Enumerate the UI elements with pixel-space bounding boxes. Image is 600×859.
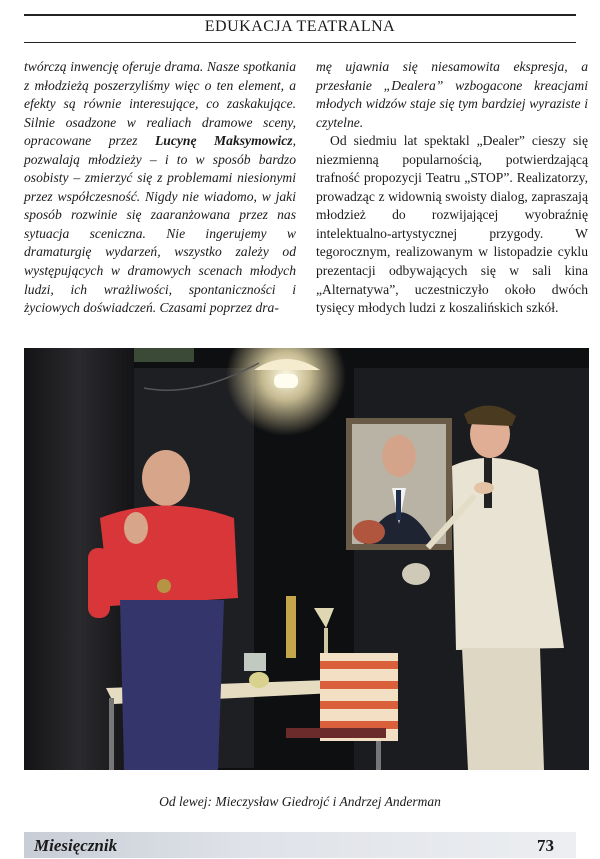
- text-run: twórczą inwencję oferuje drama. Nasze spotkania z młodzieżą poszerzyliśmy więc o ten element, a efekty są równie interesujące, co zaskakujące. Silnie osadzone w realiach dramowe sceny, opracowane przez: [24, 59, 296, 149]
- header-rule-bottom: [24, 42, 576, 43]
- page-number: 73: [537, 836, 554, 855]
- publication-name: Miesięcznik: [34, 836, 118, 855]
- photo-caption: Od lewej: Mieczysław Giedrojć i Andrzej Anderman: [159, 794, 441, 809]
- page-footer: [24, 832, 576, 858]
- article-column-right: [316, 58, 588, 320]
- text-run: , pozwalają młodzieży – i to w sposób bardzo osobisty – zmierzyć się z problemami niesionymi przez współczesność. Nigdy nie wiadomo, w jaki sposób rozwinie się zaaranżowana przez nas sytuacja sceniczna. Nie ingerujemy w dramaturgię wydarzeń, wszystko zależy od występujących w dramowych scenach młodych ludzi, ich wrażliwości, spontaniczności i życiowych doświadczeń. Czasami poprzez dra-: [24, 133, 297, 316]
- section-title: EDUKACJA TEATRALNA: [204, 18, 396, 35]
- article-paragraph-left: [24, 58, 296, 318]
- author-name: Lucynę Maksymowicz: [155, 133, 293, 149]
- article-column-left: [24, 58, 296, 320]
- article-paragraph: Od siedmiu lat spektakl „Dealer” cieszy się niezmienną popularnością, potwierdzającą trafność propozycji Teatru „STOP”. Realizatorzy, prowadząc z widownią swoisty dialog, zapraszają młodzież do rozwijającej wyobraźnię intelektualno-artystycznej przygody. W tegorocznym, realizowanym w listopadzie cyklu prezentacji odbywających się w sali kina „Alternatywa”, uczestniczyło około dwóch tysięcy młodych ludzi z koszalińskich szkół.: [316, 133, 588, 316]
- header-rule-top: [24, 14, 576, 16]
- article-columns: [24, 58, 588, 320]
- stage-photo: [24, 348, 589, 770]
- article-paragraph-italic: mę ujawnia się niesamowita ekspresja, a przesłanie „Dealera” wzbogacone kreacjami młodych widzów staje się tym bardziej wyraziste i czytelne.: [316, 59, 588, 130]
